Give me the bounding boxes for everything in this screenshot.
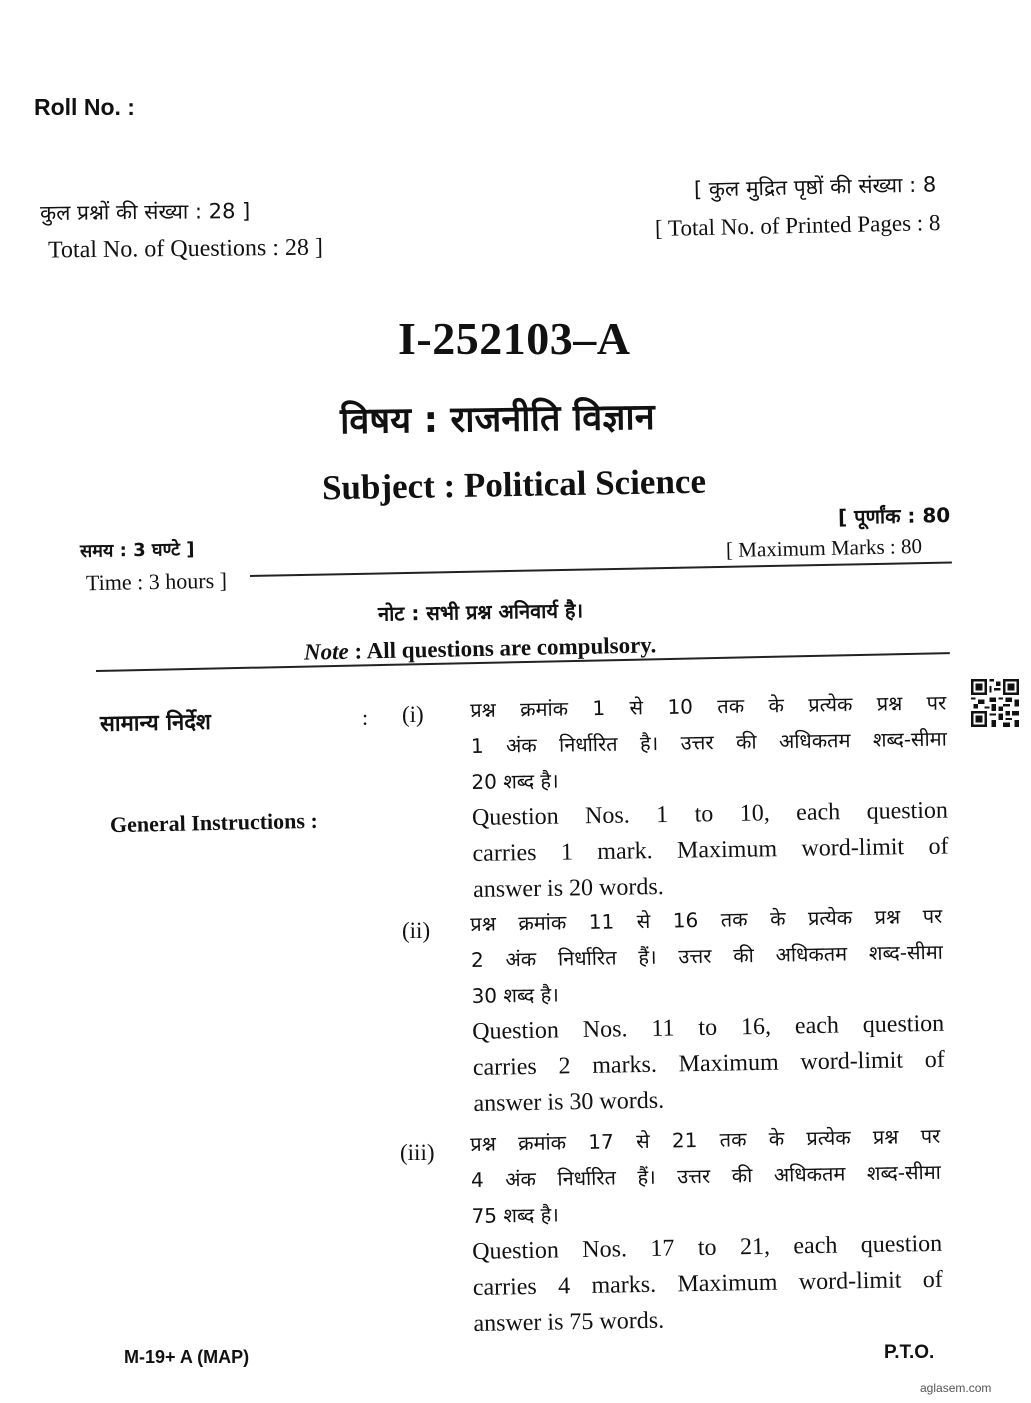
instruction-number: (i): [402, 702, 424, 727]
watermark: aglasem.com: [920, 1381, 992, 1395]
time-english: Time : 3 hours ]: [85, 567, 228, 596]
instruction-english-line: Question Nos. 17 to 21, each question: [471, 1230, 943, 1265]
instruction-hindi-line: प्रश्न क्रमांक 11 से 16 तक के प्रत्येक प्रश्न पर: [470, 903, 943, 936]
instruction-hindi-line: 1 अंक निर्धारित है। उत्तर की अधिकतम शब्द-सीमा: [470, 726, 947, 758]
paper-code: I-252103–A: [398, 313, 631, 364]
divider-top: [250, 562, 952, 577]
instruction-english-line: Question Nos. 11 to 16, each question: [471, 1010, 945, 1045]
instruction-hindi-line: 30 शब्द है।: [471, 982, 560, 1008]
total-questions-hindi: कुल प्रश्नों की संख्या : 28 ]: [39, 198, 251, 226]
instruction-english-line: answer is 75 words.: [473, 1307, 665, 1337]
printed-pages-hindi: [ कुल मुद्रित पृष्ठों की संख्या : 8: [693, 172, 937, 202]
subject-title-english: Subject : Political Science: [321, 461, 707, 508]
instruction-item: [470, 1118, 944, 1342]
instruction-english-line: answer is 20 words.: [472, 873, 664, 903]
instruction-english-line: carries 1 mark. Maximum word-limit of: [472, 833, 949, 867]
instruction-english-line: carries 2 marks. Maximum word-limit of: [472, 1046, 945, 1081]
max-marks-hindi: [ पूर्णांक : 80: [837, 503, 951, 529]
subject-title-hindi: विषय : राजनीति विज्ञान: [339, 396, 655, 443]
general-instructions-heading-english: General Instructions :: [109, 807, 318, 838]
instruction-english-line: Question Nos. 1 to 10, each question: [471, 797, 949, 831]
footer-pto: P.T.O.: [884, 1342, 935, 1363]
time-hindi: समय : 3 घण्टे ]: [79, 539, 195, 562]
roll-number-label: Roll No. :: [34, 94, 135, 120]
instruction-hindi-line: 2 अंक निर्धारित हैं। उत्तर की अधिकतम शब्द-सीमा: [470, 939, 944, 972]
instruction-english-line: carries 4 marks. Maximum word-limit of: [472, 1266, 943, 1301]
note-label: Note: [303, 638, 349, 665]
footer-code: M-19+ A (MAP): [124, 1347, 250, 1367]
instruction-english-line: answer is 30 words.: [473, 1087, 665, 1117]
instruction-hindi-line: 20 शब्द है।: [471, 768, 559, 794]
instruction-hindi-line: प्रश्न क्रमांक 17 से 21 तक के प्रत्येक प्रश्न पर: [470, 1123, 941, 1156]
instructions-colon: :: [362, 705, 369, 730]
printed-pages-english: [ Total No. of Printed Pages : 8: [654, 210, 941, 241]
instruction-hindi-line: प्रश्न क्रमांक 1 से 10 तक के प्रत्येक प्रश्न पर: [470, 690, 947, 722]
note-text: : All questions are compulsory.: [348, 632, 657, 664]
instruction-number: (iii): [400, 1140, 435, 1165]
total-questions-english: Total No. of Questions : 28 ]: [47, 234, 324, 264]
instruction-number: (ii): [402, 918, 431, 943]
qr-code-icon: [971, 679, 1019, 727]
instruction-hindi-line: 4 अंक निर्धारित हैं। उत्तर की अधिकतम शब्द-सीमा: [470, 1159, 942, 1192]
instruction-item: [470, 685, 949, 908]
instruction-hindi-line: 75 शब्द है।: [471, 1202, 560, 1228]
instruction-item: [470, 898, 946, 1122]
max-marks-english: [ Maximum Marks : 80: [725, 533, 923, 563]
note-hindi: नोट : सभी प्रश्न अनिवार्य है।: [377, 598, 584, 626]
general-instructions-heading-hindi: सामान्य निर्देश: [99, 710, 212, 737]
